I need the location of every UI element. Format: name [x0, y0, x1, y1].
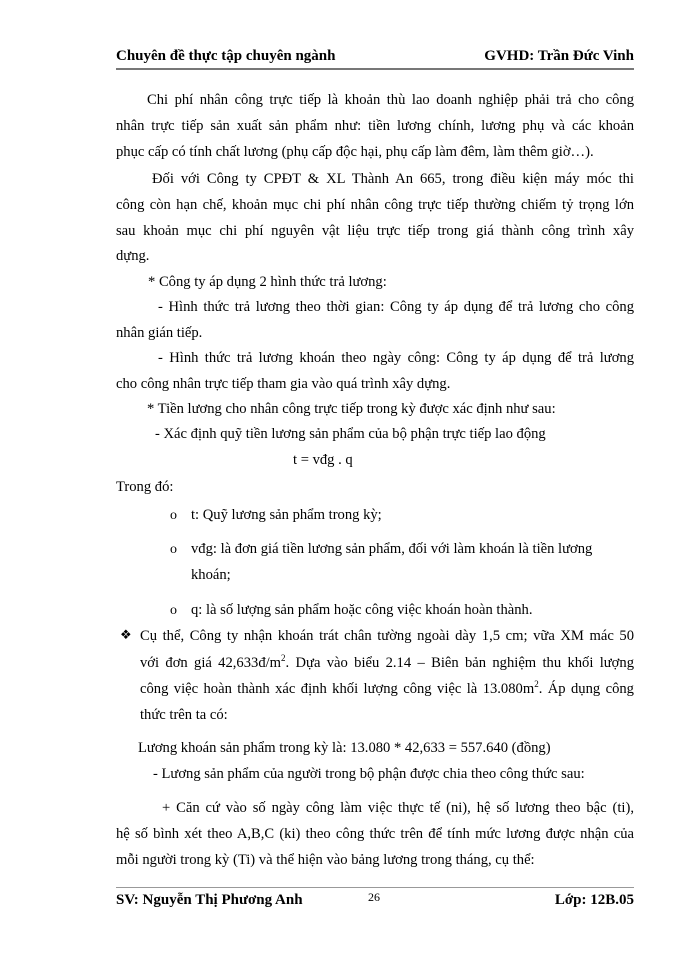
header-advisor: GVHD: Trần Đức Vinh — [484, 48, 634, 64]
list-item: vđg: là đơn giá tiền lương sản phẩm, đối với làm khoán là tiền lương — [191, 541, 593, 557]
page-number: 26 — [368, 890, 380, 904]
text-line: nhân trực tiếp sản xuất sản phẩm như: tiền lương chính, lương phụ và các khoản — [116, 118, 634, 134]
text-line: phục cấp có tính chất lương (phụ cấp độc hại, phụ cấp làm đêm, làm thêm giờ…). — [116, 144, 594, 160]
text-line — [140, 680, 634, 698]
bullet-icon: o — [170, 508, 177, 523]
text-segment: công việc hoàn thành xác định khối lượng công việc là 13.080m — [140, 681, 535, 697]
text-line: cho công nhân trực tiếp tham gia vào quá trình xây dựng. — [116, 376, 451, 392]
text-line: Đối với Công ty CPĐT & XL Thành An 665, trong điều kiện máy móc thi — [152, 171, 634, 187]
superscript: 2 — [281, 653, 286, 664]
superscript: 2 — [534, 679, 539, 690]
text-line: - Hình thức trả lương theo thời gian: Công ty áp dụng để trả lương cho công — [158, 299, 634, 315]
text-line: hệ số bình xét theo A,B,C (ki) theo công thức trên để tính mức lương được nhận của — [116, 826, 634, 842]
text-line: Cụ thể, Công ty nhận khoán trát chân tường ngoài dày 1,5 cm; vữa XM mác 50 — [140, 628, 634, 644]
text-line: Lương khoán sản phẩm trong kỳ là: 13.080 * 42,633 = 557.640 (đồng) — [138, 740, 551, 756]
text-segment: với đơn giá 42,633đ/m — [140, 655, 282, 671]
text-segment: . Dựa vào biểu 2.14 – Biên bản nghiệm thu khối lượng — [285, 655, 634, 671]
text-line: công còn hạn chế, khoản mục chi phí nhân công trực tiếp thường chiếm tỷ trọng lớn — [116, 197, 634, 213]
list-item: q: là số lượng sản phẩm hoặc công việc khoán hoàn thành. — [191, 602, 533, 618]
text-line: sau khoản mục chi phí nguyên vật liệu trực tiếp trong giá thành công trình xây — [116, 223, 634, 239]
bullet-icon: o — [170, 542, 177, 557]
text-line: dựng. — [116, 248, 150, 264]
text-line: mỗi người trong kỳ (Ti) và thể hiện vào bảng lương trong tháng, cụ thể: — [116, 852, 535, 868]
list-item: t: Quỹ lương sản phẩm trong kỳ; — [191, 507, 382, 523]
footer-student: SV: Nguyễn Thị Phương Anh — [116, 892, 303, 908]
text-line: + Căn cứ vào số ngày công làm việc thực tế (ni), hệ số lương theo bậc (ti), — [162, 800, 634, 816]
text-line: * Công ty áp dụng 2 hình thức trả lương: — [148, 274, 387, 290]
text-line: thức trên ta có: — [140, 707, 228, 723]
text-segment: . Áp dụng công — [538, 681, 634, 697]
header-title: Chuyên đề thực tập chuyên ngành — [116, 48, 336, 64]
text-line: Trong đó: — [116, 479, 174, 495]
text-line: * Tiền lương cho nhân công trực tiếp trong kỳ được xác định như sau: — [147, 401, 556, 417]
formula: t = vđg . q — [293, 452, 353, 468]
footer-class: Lớp: 12B.05 — [554, 892, 634, 908]
text-line: Chi phí nhân công trực tiếp là khoản thù lao doanh nghiệp phải trả cho công — [147, 92, 634, 108]
text-line — [140, 654, 634, 672]
diamond-bullet-icon: ❖ — [120, 627, 132, 642]
text-line: nhân gián tiếp. — [116, 325, 203, 341]
text-line: - Lương sản phẩm của người trong bộ phận được chia theo công thức sau: — [153, 766, 585, 782]
footer-rule — [116, 887, 634, 888]
header-rule — [116, 68, 634, 70]
text-line: - Hình thức trả lương khoán theo ngày công: Công ty áp dụng để trả lương — [158, 350, 634, 366]
list-item: khoán; — [191, 567, 231, 583]
text-line: - Xác định quỹ tiền lương sản phẩm của bộ phận trực tiếp lao động — [155, 426, 546, 442]
bullet-icon: o — [170, 603, 177, 618]
